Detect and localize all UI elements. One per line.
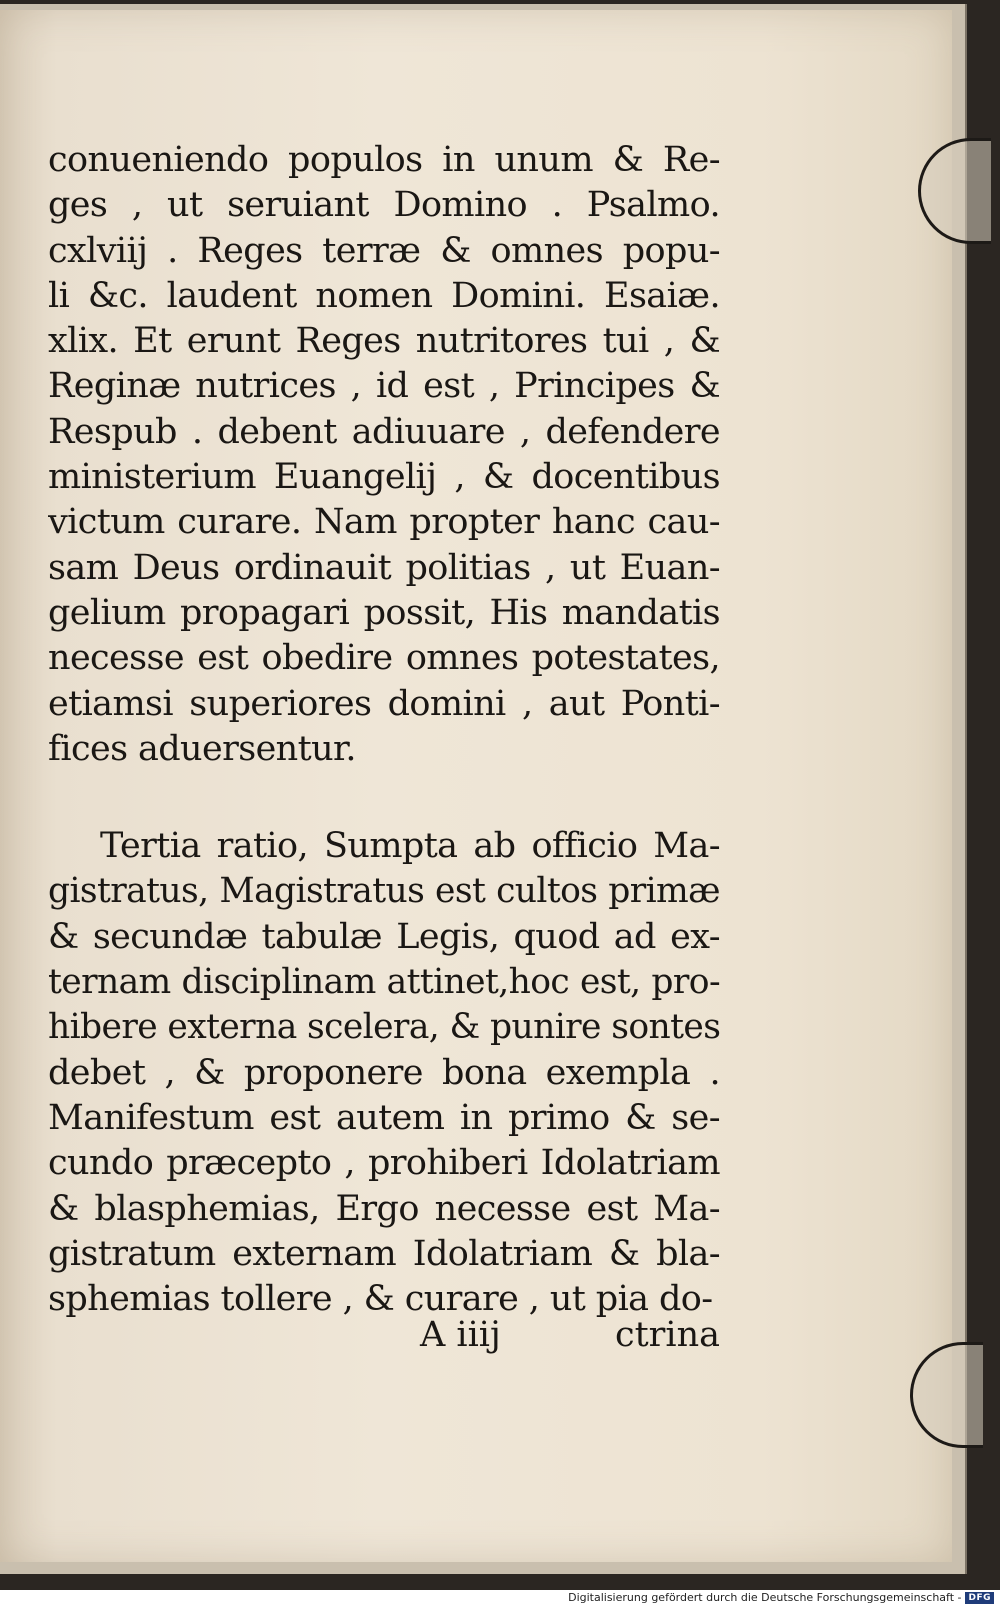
text-line: conueniendo populos in unum & Re- — [48, 140, 720, 180]
text-line: Tertia ratio, Sumpta ab officio Ma- — [100, 826, 720, 867]
book-page — [0, 10, 952, 1562]
text-line: li &c. laudent nomen Domini. Esaiæ. — [48, 275, 720, 316]
text-line: ges , ut seruiant Domino . Psalmo. — [48, 185, 720, 226]
text-line: Respub . debent adiuuare , defendere — [48, 411, 720, 452]
paragraph-gap — [48, 772, 720, 824]
text-line: gistratus, Magistratus est cultos primæ — [48, 871, 720, 912]
text-line: sphemias tollere , & curare , ut pia do- — [48, 1279, 713, 1320]
text-line: fices aduersentur. — [48, 728, 356, 769]
text-line: sam Deus ordinauit politias , ut Euan- — [48, 547, 720, 588]
text-line: & blasphemias, Ergo necesse est Ma- — [48, 1188, 720, 1229]
digitization-credit — [568, 1591, 994, 1604]
text-line: hibere externa scelera, & punire sontes — [48, 1007, 720, 1048]
text-line: etiamsi superiores domini , aut Ponti- — [48, 683, 720, 724]
dfg-logo: DFG — [965, 1592, 994, 1604]
text-line: necesse est obedire omnes potestates, — [48, 638, 720, 679]
text-line: ternam disciplinam attinet,hoc est, pro- — [48, 962, 720, 1003]
paragraph-1 — [48, 138, 720, 772]
text-line: debet , & proponere bona exempla . — [48, 1052, 720, 1093]
text-line: xlix. Et erunt Reges nutritores tui , & — [48, 321, 720, 362]
text-line: victum curare. Nam propter hanc cau- — [48, 502, 720, 543]
text-line: & secundæ tabulæ Legis, quod ad ex- — [48, 916, 720, 957]
signature-mark: A iiij — [420, 1315, 501, 1355]
text-line: Manifestum est autem in primo & se- — [48, 1097, 720, 1138]
page-footer — [48, 1315, 720, 1365]
text-line: gistratum externam Idolatriam & bla- — [48, 1233, 720, 1274]
text-line: gelium propagari possit, His mandatis — [48, 592, 720, 633]
text-line: ministerium Euangelij , & docentibus — [48, 457, 720, 498]
text-line: Reginæ nutrices , id est , Principes & — [48, 366, 720, 407]
paragraph-2 — [48, 824, 720, 1322]
credit-text: Digitalisierung gefördert durch die Deutsche Forschungsgemeinschaft - — [568, 1591, 962, 1604]
text-line: cxlviij . Reges terræ & omnes popu- — [48, 230, 720, 271]
catchword: ctrina — [615, 1315, 720, 1355]
text-line: cundo præcepto , prohiberi Idolatriam — [48, 1143, 720, 1184]
body-text — [48, 138, 720, 1322]
